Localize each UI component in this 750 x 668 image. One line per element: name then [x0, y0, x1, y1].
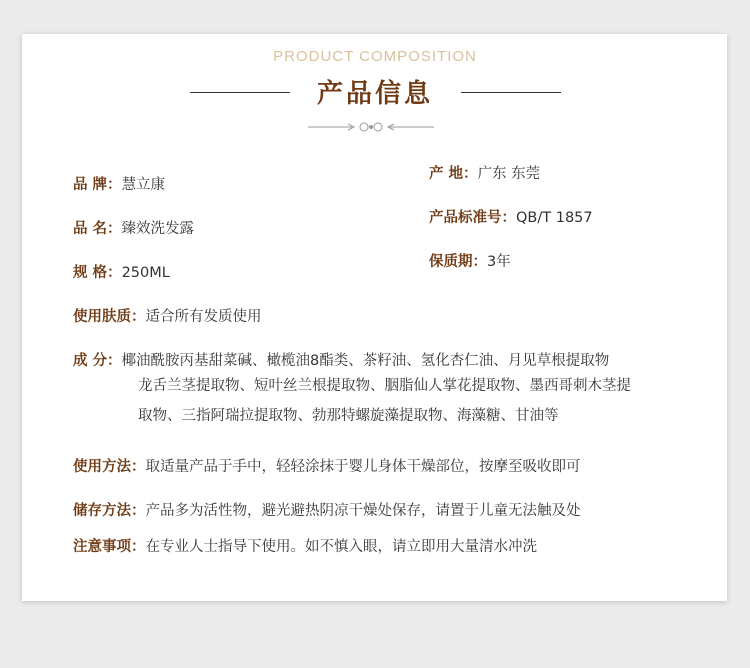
title-rule-right — [461, 92, 561, 93]
brand-field — [73, 175, 165, 195]
section-subtitle: PRODUCT COMPOSITION — [273, 48, 477, 65]
shelf-life-label: 保质期： — [429, 254, 487, 270]
notice-field — [73, 537, 537, 557]
storage-field — [73, 501, 581, 521]
product-name-label: 品 名： — [73, 221, 122, 237]
shelf-life-field — [429, 252, 511, 272]
notice-label: 注意事项： — [73, 539, 146, 555]
ingredients-line-3: 取物、三指阿瑞拉提取物、勃那特螺旋藻提取物、海藻糖、甘油等 — [138, 408, 559, 424]
shelf-life-value: 3年 — [487, 254, 511, 270]
origin-field — [429, 164, 540, 184]
ingredients-line-1: 椰油酰胺丙基甜菜碱、橄榄油8酯类、茶籽油、氢化杏仁油、月见草根提取物 — [121, 353, 610, 369]
product-name-field — [73, 219, 194, 239]
usage-field — [73, 457, 581, 477]
spec-label: 规 格： — [73, 265, 122, 281]
storage-value: 产品多为活性物，避光避热阴凉干燥处保存，请置于儿童无法触及处 — [145, 503, 581, 519]
ingredients-field — [73, 351, 609, 371]
ingredients-line-2: 龙舌兰茎提取物、短叶丝兰根提取物、胭脂仙人掌花提取物、墨西哥刺木茎提 — [138, 378, 631, 394]
section-title: 产品信息 — [316, 79, 433, 109]
skin-type-field — [73, 307, 262, 327]
ornament-divider — [308, 120, 434, 134]
usage-value: 取适量产品于手中，轻轻涂抹于婴儿身体干燥部位，按摩至吸收即可 — [145, 459, 581, 475]
storage-label: 储存方法： — [73, 503, 146, 519]
notice-value: 在专业人士指导下使用。如不慎入眼，请立即用大量清水冲洗 — [145, 539, 537, 555]
origin-label: 产 地： — [429, 166, 478, 182]
product-name-value: 臻效洗发露 — [121, 221, 195, 237]
skin-type-value: 适合所有发质使用 — [145, 309, 262, 325]
spec-value: 250ML — [121, 265, 170, 281]
brand-label: 品 牌： — [73, 177, 122, 193]
usage-label: 使用方法： — [73, 459, 146, 475]
brand-value: 慧立康 — [121, 177, 166, 193]
ingredients-label: 成 分： — [73, 353, 122, 369]
origin-value: 广东 东莞 — [477, 166, 541, 182]
spec-field — [73, 263, 170, 283]
standard-field — [429, 208, 593, 228]
standard-value: QB/T 1857 — [516, 210, 593, 226]
ingredients-continuation — [138, 371, 631, 431]
standard-label: 产品标准号： — [429, 210, 516, 226]
skin-type-label: 使用肤质： — [73, 309, 146, 325]
